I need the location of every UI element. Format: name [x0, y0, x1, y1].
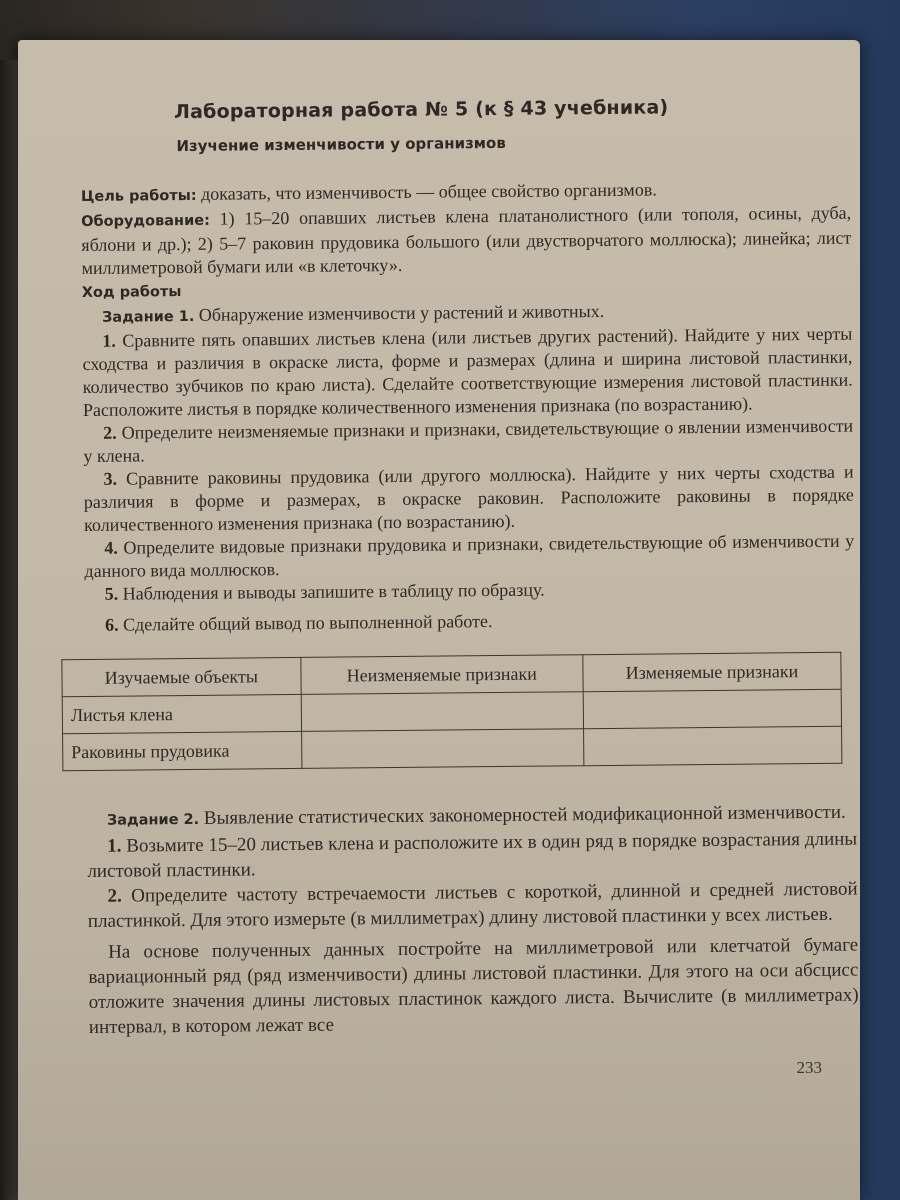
task2-title: Выявление статистических закономерностей модификационной изменчивости.: [203, 801, 846, 829]
equipment-line: [81, 202, 852, 280]
page-content: [70, 95, 859, 1040]
table-cell: [583, 689, 842, 728]
list-item: 3. Сравните раковины прудовика (или другого моллюска). Найдите у них черты сходства и различия в форме и размерах, в окраске раковин. Расположите раковины в порядке количественного изменения признака (по возрастанию).: [83, 461, 854, 535]
page-subtitle: Изучение изменчивости у организмов: [176, 133, 506, 156]
goal-label: Цель работы:: [80, 187, 197, 205]
table-row: [63, 726, 842, 770]
page-number: 233: [796, 1058, 822, 1077]
task-body: [70, 177, 859, 1040]
table-header: Изучаемые объекты: [62, 657, 301, 696]
equipment-label: Оборудование:: [81, 212, 210, 230]
task1-label: Задание 1.: [101, 308, 195, 326]
table-cell: [583, 726, 842, 765]
table-cell: [301, 729, 583, 769]
table-cell: [301, 692, 583, 732]
observation-table: [61, 652, 842, 771]
list-item: 1. Возьмите 15–20 листьев клена и расположите их в один ряд в порядке возрастания длины листовой пластинки.: [87, 828, 858, 882]
list-item: 6. Сделайте общий вывод по выполненной работе.: [104, 611, 493, 635]
table-cell: Раковины прудовика: [63, 731, 302, 770]
list-item: 4. Определите видовые признаки прудовика и признаки, свидетельствующие об изменчивости у данного вида моллюсков.: [84, 530, 855, 581]
list-item: 1. Сравните пять опавших листьев клена (или листьев других растений). Найдите у них черты сходства и различия в окраске листа, форме и размерах (длина и ширина листовой пластинки, количество зубчиков по краю листа). Сделайте соответствующие измерения листовой пластинки. Расположите листья в порядке количественного изменения признака (по возрастанию).: [82, 323, 853, 420]
table-header: Неизменяемые признаки: [301, 655, 583, 695]
table-cell: Листья клена: [62, 694, 301, 733]
equipment-text: 1) 15–20 опавших листьев клена платанолистного (или тополя, осины, дуба, яблони и др.); 2) 5–7 раковин прудовика большого (или двустворчатого моллюска); линейка; лист миллиметровой бумаги или «в клеточку».: [81, 202, 852, 278]
goal-text: доказать, что изменчивость — общее свойство организмов.: [200, 179, 657, 204]
table-header: Изменяемые признаки: [583, 652, 842, 691]
task1-title: Обнаружение изменчивости у растений и животных.: [198, 300, 605, 325]
list-item: 2. Определите частоту встречаемости листьев с короткой, длинной и средней листовой пластинкой. Для этого измерьте (в миллиметрах) длину листовой пластинки у всех листьев.: [87, 878, 858, 932]
task2-paragraph: На основе полученных данных постройте на миллиметровой или клетчатой бумаге вариационный ряд (ряд изменчивости) длины листовой пластинки. Для этого на оси абсцисс отложите значения длины листовых пластинок каждого листа. Вычислите (в миллиметрах) интервал, в котором лежат все: [88, 934, 859, 1038]
task2-section: [87, 800, 859, 1040]
task2-label: Задание 2.: [106, 811, 200, 829]
procedure-heading: Ход работы: [81, 284, 182, 301]
list-item: 2. Определите неизменяемые признаки и признаки, свидетельствующие о явлении изменчивости у клена.: [83, 415, 854, 466]
textbook-page: [18, 40, 860, 1200]
list-item: 5. Наблюдения и выводы запишите в таблицу по образцу.: [104, 579, 545, 604]
page-title: Лабораторная работа № 5 (к § 43 учебника): [173, 96, 669, 124]
